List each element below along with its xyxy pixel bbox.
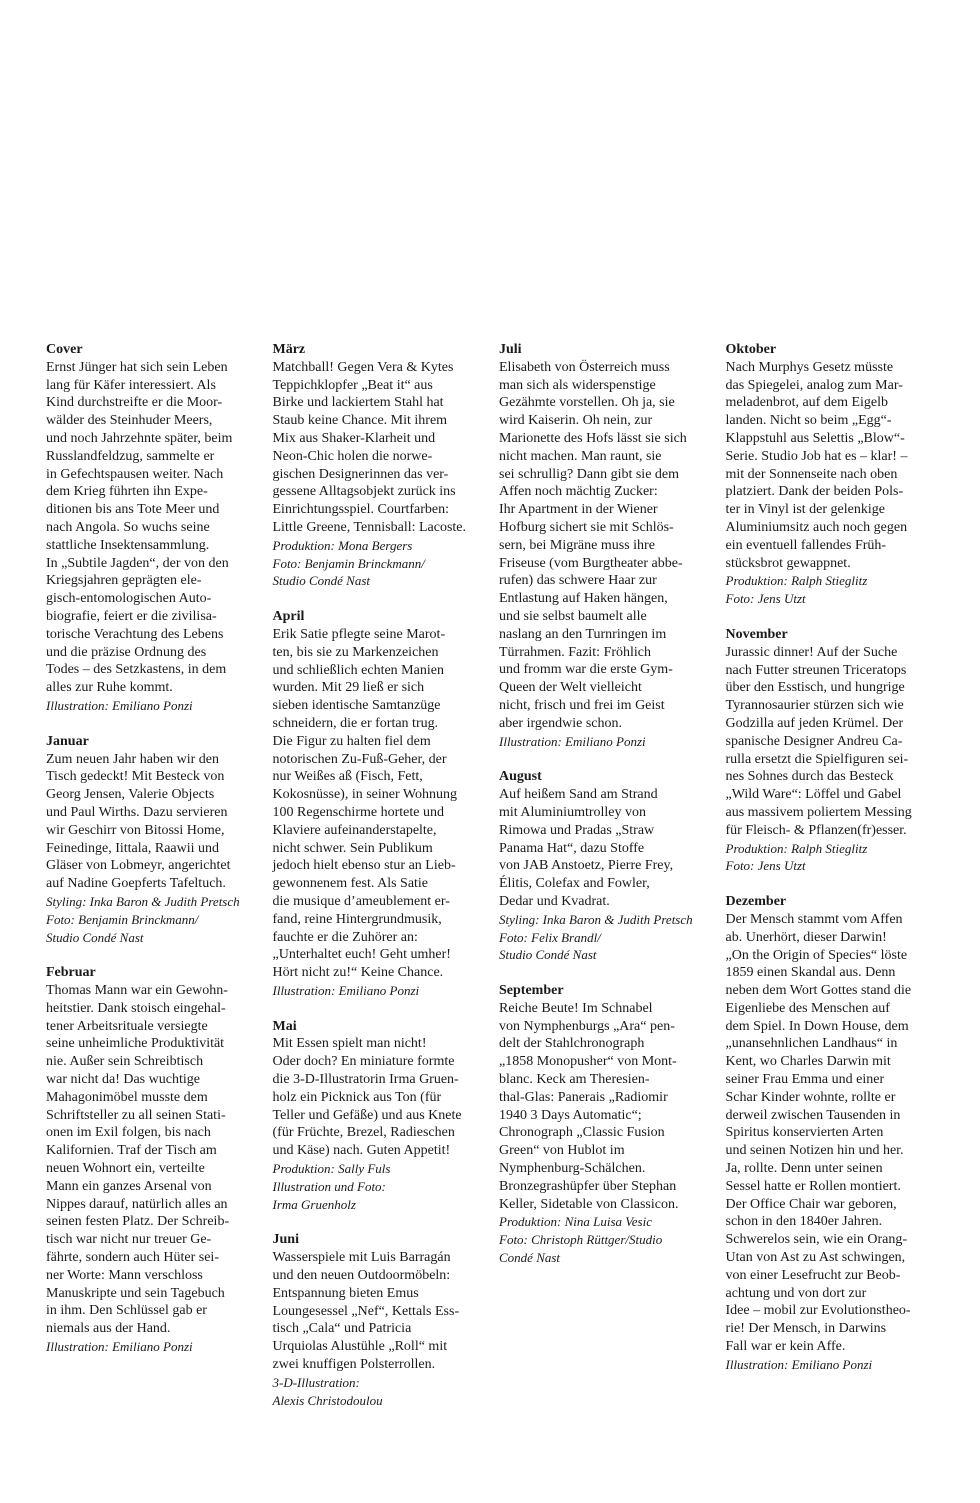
body-text-line: Bronzegrashüpfer über Stephan: [499, 1178, 677, 1194]
body-text-line: holz ein Picknick aus Ton (für: [272, 1089, 442, 1105]
credit-line: Illustration und Foto:: [272, 1178, 386, 1194]
section-heading: Juni: [272, 1232, 299, 1248]
body-text-line: heitstier. Dank stoisch eingehal-: [46, 1000, 226, 1016]
body-text-line: und Käse) nach. Guten Appetit!: [272, 1143, 451, 1159]
credit-line: Foto: Felix Brandl/: [499, 929, 601, 945]
body-text-line: wälder des Steinhuder Meers,: [46, 413, 213, 429]
credit-line: Studio Condé Nast: [46, 929, 144, 945]
credit-line: Studio Condé Nast: [499, 947, 597, 963]
section-heading: Februar: [46, 965, 96, 981]
body-text-line: nes Sohnes durch das Besteck: [725, 769, 894, 785]
body-text-line: das Spiegelei, analog zum Mar-: [725, 377, 903, 393]
body-text-line: Tyrannosaurier stürzen sich wie: [725, 698, 904, 714]
month-section: [726, 341, 938, 608]
body-text-line: Mann ein ganzes Arsenal von: [46, 1178, 212, 1194]
body-text-line: gessene Alltagsobjekt zurück ins: [272, 484, 456, 500]
body-text-line: nur Weißes aß (Fisch, Fett,: [272, 769, 423, 785]
body-text-line: spanische Designer Andreu Ca-: [725, 733, 903, 749]
body-text-line: nicht schwer. Sein Publikum: [272, 840, 433, 856]
credit-line: Produktion: Ralph Stieglitz: [725, 840, 868, 856]
body-text-line: (für Früchte, Brezel, Radieschen: [272, 1125, 455, 1141]
credit-line: Studio Condé Nast: [272, 573, 371, 589]
body-text-line: die 3-D-Illustratorin Irma Gruen-: [272, 1072, 459, 1088]
month-section: [273, 1231, 485, 1409]
body-text-line: mit Aluminiumtrolley von: [499, 804, 646, 820]
credit-line: Produktion: Mona Bergers: [272, 537, 413, 553]
body-text-line: Kind durchstreifte er die Moor-: [46, 395, 223, 411]
body-text-line: Neon-Chic holen die norwe-: [272, 448, 433, 464]
body-text-line: und sie selbst baumelt alle: [499, 608, 647, 624]
month-section: [726, 893, 938, 1374]
body-text-line: nach Angola. So wuchs seine: [46, 519, 210, 535]
body-text-line: neuen Wohnort ein, verteilte: [46, 1161, 205, 1177]
body-text-line: Der Office Chair war geboren,: [725, 1196, 897, 1212]
body-text-line: sei schrullig? Dann gibt sie dem: [499, 466, 680, 482]
body-text-line: 1859 einen Skandal aus. Denn: [725, 965, 896, 981]
body-text-line: Keller, Sidetable von Classicon.: [499, 1196, 679, 1212]
section-heading: Januar: [46, 733, 89, 749]
body-text-line: war nicht da! Das wuchtige: [46, 1072, 200, 1088]
credit-line: Foto: Benjamin Brinckmann/: [46, 911, 199, 927]
body-text-line: Utan von Ast zu Ast schwingen,: [725, 1250, 906, 1266]
body-text-line: auf Nadine Goepferts Tafeltuch.: [46, 876, 226, 892]
credit-line: Irma Gruenholz: [272, 1196, 356, 1212]
body-text-line: Ernst Jünger hat sich sein Leben: [46, 359, 228, 375]
body-text-line: aber irgendwie schon.: [499, 715, 622, 731]
body-text-line: blanc. Keck am Theresien-: [499, 1072, 650, 1088]
body-text-line: stattliche Insektensammlung.: [46, 537, 210, 553]
body-text-line: zwei knuffigen Polsterrollen.: [272, 1357, 436, 1373]
body-text-line: man sich als widerspenstige: [499, 377, 656, 393]
body-text-line: in ihm. Den Schlüssel gab er: [46, 1303, 207, 1319]
body-text-line: Dedar und Kvadrat.: [499, 893, 610, 909]
body-text-line: jedoch hielt ebenso stur an Lieb-: [272, 858, 456, 874]
section-heading: September: [499, 983, 564, 999]
body-text-line: Jurassic dinner! Auf der Suche: [725, 644, 898, 660]
body-text-line: Einrichtungsspiel. Courtfarben:: [272, 502, 450, 518]
body-text-line: Kriegsjahren geprägten ele-: [46, 573, 202, 589]
month-section: [46, 341, 258, 715]
body-text-line: Die Figur zu halten fiel dem: [272, 733, 431, 749]
credit-line: Produktion: Ralph Stieglitz: [725, 573, 868, 589]
body-text-line: Feinedinge, Iittala, Raawii und: [46, 840, 220, 856]
body-text-line: Tisch gedeckt! Mit Besteck von: [46, 769, 225, 785]
body-text-line: ditionen bis ans Tote Meer und: [46, 502, 220, 518]
month-section: [273, 1018, 485, 1214]
body-text-line: „Unterhaltet euch! Geht umher!: [272, 947, 451, 963]
body-text-line: und noch Jahrzehnte später, beim: [46, 430, 233, 446]
credit-line: Illustration: Emiliano Ponzi: [725, 1356, 873, 1372]
month-section: [499, 768, 711, 964]
body-text-line: Rimowa und Pradas „Straw: [499, 822, 655, 838]
month-section: [499, 341, 711, 750]
body-text-line: Teppichklopfer „Beat it“ aus: [272, 377, 433, 393]
body-text-line: Manuskripte und sein Tagebuch: [46, 1285, 225, 1301]
body-text-line: Little Greene, Tennisball: Lacoste.: [272, 519, 467, 535]
body-text-line: Staub keine Chance. Mit ihrem: [272, 413, 448, 429]
credit-line: Alexis Christodoulou: [272, 1392, 383, 1408]
column-1: [46, 341, 258, 1427]
credit-line: Condé Nast: [499, 1250, 561, 1266]
body-text-line: biografie, feiert er die zivilisa-: [46, 608, 217, 624]
body-text-line: alles zur Ruhe kommt.: [46, 680, 173, 696]
body-text-line: Der Mensch stammt vom Affen: [725, 911, 903, 927]
body-text-line: Gläser von Lobmeyr, angerichtet: [46, 858, 231, 874]
credit-line: Illustration: Emiliano Ponzi: [499, 733, 646, 749]
body-text-line: Marionette des Hofs lässt sie sich: [499, 430, 687, 446]
body-text-line: aus massivem poliertem Messing: [725, 804, 912, 820]
body-text-line: meladenbrot, auf dem Eigelb: [725, 395, 888, 411]
body-text-line: Godzilla auf jeden Krümel. Der: [725, 715, 904, 731]
body-text-line: Mit Essen spielt man nicht!: [272, 1036, 427, 1052]
body-text-line: die musique d’ameublement er-: [272, 893, 450, 909]
column-3: [499, 341, 711, 1427]
body-text-line: ab. Unerhört, dieser Darwin!: [725, 929, 887, 945]
body-text-line: onen im Exil folgen, bis nach: [46, 1125, 211, 1141]
column-2: [273, 341, 485, 1427]
body-text-line: wir Geschirr von Bitossi Home,: [46, 822, 225, 838]
body-text-line: nicht machen. Man raunt, sie: [499, 448, 662, 464]
month-section: [46, 733, 258, 947]
credit-line: Foto: Jens Utzt: [725, 591, 806, 607]
body-text-line: torische Verachtung des Lebens: [46, 626, 224, 642]
body-text-line: Mix aus Shaker-Klarheit und: [272, 430, 436, 446]
body-text-line: Queen der Welt vielleicht: [499, 680, 642, 696]
body-text-line: fährte, sondern auch Hüter sei-: [46, 1250, 219, 1266]
body-text-line: tisch war nicht nur treuer Ge-: [46, 1232, 212, 1248]
body-text-line: Chronograph „Classic Fusion: [499, 1125, 665, 1141]
body-text-line: neben dem Wort Gottes stand die: [725, 983, 912, 999]
body-text-line: gisch-entomologischen Auto-: [46, 591, 212, 607]
body-text-line: Nymphenburg-Schälchen.: [499, 1161, 646, 1177]
body-text-line: Birke und lackiertem Stahl hat: [272, 395, 444, 411]
credit-line: Produktion: Nina Luisa Vesic: [499, 1214, 652, 1230]
body-text-line: Hört nicht zu!“ Keine Chance.: [272, 965, 444, 981]
credit-line: 3-D-Illustration:: [272, 1374, 360, 1390]
body-text-line: Urquiolas Alustühle „Roll“ mit: [272, 1339, 448, 1355]
body-text-line: Auf heißem Sand am Strand: [499, 787, 658, 803]
body-text-line: gewonnenem fest. Als Satie: [272, 876, 429, 892]
body-text-line: Affen noch mächtig Zucker:: [499, 484, 658, 500]
body-text-line: seiner Frau Emma und einer: [725, 1072, 885, 1088]
body-text-line: derweil zwischen Tausenden in: [725, 1107, 901, 1123]
body-text-line: achtung und von dort zur: [725, 1285, 867, 1301]
month-section: [273, 608, 485, 1000]
body-text-line: Oder doch? En miniature formte: [272, 1054, 455, 1070]
body-text-line: Green“ von Hublot im: [499, 1143, 625, 1159]
body-text-line: dem Krieg führten ihn Expe-: [46, 484, 208, 500]
body-text-line: nach Futter streunen Triceratops: [725, 662, 907, 678]
body-text-line: Spiritus konservierten Arten: [725, 1125, 884, 1141]
section-heading: Mai: [272, 1018, 297, 1034]
body-text-line: In „Subtile Jagden“, der von den: [46, 555, 229, 571]
body-text-line: Elisabeth von Österreich muss: [499, 359, 670, 375]
section-heading: April: [272, 609, 305, 625]
body-text-line: Friseuse (vom Burgtheater abbe-: [499, 555, 683, 571]
body-text-line: und die präzise Ordnung des: [46, 644, 207, 660]
body-text-line: nie. Außer sein Schreibtisch: [46, 1054, 204, 1070]
body-text-line: Hofburg sichert sie mit Schlös-: [499, 519, 674, 535]
body-text-line: und den neuen Outdoormöbeln:: [272, 1268, 451, 1284]
body-text-line: „unansehnlichen Landhaus“ in: [725, 1036, 898, 1052]
body-text-line: Ja, rollte. Denn unter seinen: [725, 1161, 883, 1177]
body-text-line: Panama Hat“, dazu Stoffe: [499, 840, 645, 856]
body-text-line: tisch „Cala“ und Patricia: [272, 1321, 412, 1337]
month-section: [726, 626, 938, 875]
body-text-line: seinen festen Platz. Der Schreib-: [46, 1214, 230, 1230]
body-text-line: für Fleisch- & Pflanzen(fr)esser.: [725, 822, 907, 838]
body-text-line: sern, bei Migräne muss ihre: [499, 537, 655, 553]
body-text-line: Gezähmte vorstellen. Oh ja, sie: [499, 395, 675, 411]
body-text-line: von Nymphenburgs „Ara“ pen-: [499, 1018, 675, 1034]
column-4: [726, 341, 938, 1427]
body-text-line: Aluminiumsitz auch noch gegen: [725, 519, 908, 535]
body-text-line: fauchte er die Zuhörer an:: [272, 929, 418, 945]
body-text-line: Georg Jensen, Valerie Objects: [46, 787, 215, 803]
body-text-line: Eigenliebe des Menschen auf: [725, 1000, 890, 1016]
body-text-line: nicht, frisch und frei im Geist: [499, 697, 665, 713]
body-text-line: Nach Murphys Gesetz müsste: [725, 359, 894, 375]
body-text-line: Sessel hatte er Rollen montiert.: [725, 1178, 901, 1194]
body-text-line: lang für Käfer interessiert. Als: [46, 377, 216, 393]
body-text-line: und Paul Wirths. Dazu servieren: [46, 804, 228, 820]
body-text-line: Élitis, Colefax and Fowler,: [499, 876, 650, 892]
body-text-line: schon in den 1840er Jahren.: [725, 1214, 883, 1230]
body-text-line: über den Esstisch, und hungrige: [725, 680, 905, 696]
credit-line: Styling: Inka Baron & Judith Pretsch: [499, 911, 693, 927]
body-text-line: mit der Sonnenseite nach oben: [725, 466, 898, 482]
body-text-line: „1858 Monopusher“ von Mont-: [499, 1054, 677, 1070]
body-text-line: rulla ersetzt die Spielfiguren sei-: [725, 751, 909, 767]
body-text-line: Serie. Studio Job hat es – klar! –: [725, 448, 908, 464]
body-text-line: Kalifornien. Traf der Tisch am: [46, 1143, 217, 1159]
body-text-line: wurden. Mit 29 ließ er sich: [272, 680, 425, 696]
body-text-line: naslang an den Turnringen im: [499, 626, 667, 642]
body-text-line: „Wild Ware“: Löffel und Gabel: [725, 787, 902, 803]
body-text-line: stücksbrot gewappnet.: [725, 555, 851, 571]
body-text-line: schneidern, die er fortan trug.: [272, 715, 439, 731]
body-text-line: Idee – mobil zur Evolutionstheo-: [725, 1303, 911, 1319]
body-text-line: wird Kaiserin. Oh nein, zur: [499, 413, 653, 429]
body-text-line: Entspannung bieten Emus: [272, 1285, 419, 1301]
body-text-line: und fromm war die erste Gym-: [499, 662, 673, 678]
body-text-line: sieben identische Samtanzüge: [272, 698, 441, 714]
body-text-line: delt der Stahlchronograph: [499, 1036, 645, 1052]
body-text-line: Klaviere aufeinanderstapelte,: [272, 822, 437, 838]
body-text-line: von einer Lesefrucht zur Beob-: [725, 1267, 901, 1283]
body-text-line: und schließlich echten Manien: [272, 662, 444, 678]
body-text-line: notorischen Zu-Fuß-Geher, der: [272, 751, 447, 767]
body-text-line: ten, bis sie zu Markenzeichen: [272, 644, 439, 660]
section-heading: Oktober: [725, 342, 777, 357]
body-text-line: Reiche Beute! Im Schnabel: [499, 1000, 653, 1016]
body-text-line: Ihr Apartment in der Wiener: [499, 502, 658, 518]
body-text-line: „On the Origin of Species“ löste: [725, 947, 908, 963]
body-text-line: Türrahmen. Fazit: Fröhlich: [499, 644, 652, 660]
credit-line: Foto: Benjamin Brinckmann/: [272, 555, 425, 571]
body-text-line: gischen Designerinnen das ver-: [272, 466, 449, 482]
body-text-line: Schar Kinder wohnte, rollte er: [725, 1089, 896, 1105]
body-text-line: ter in Vinyl ist der gelenkige: [725, 502, 885, 518]
credit-line: Illustration: Emiliano Ponzi: [46, 697, 193, 713]
body-text-line: platziert. Dank der beiden Pols-: [725, 484, 904, 500]
body-text-line: in Gefechtspausen weiter. Nach: [46, 466, 224, 482]
body-text-line: 100 Regenschirme hortete und: [272, 804, 444, 820]
body-text-line: Loungesessel „Nef“, Kettals Ess-: [272, 1303, 460, 1319]
body-text-line: Teller und Gefäße) und aus Knete: [272, 1107, 462, 1123]
credit-line: Foto: Christoph Rüttger/Studio: [499, 1232, 663, 1248]
body-text-line: Schriftsteller zu all seinen Stati-: [46, 1107, 226, 1123]
body-text-line: Russlandfeldzug, sammelte er: [46, 448, 215, 464]
section-heading: Dezember: [725, 894, 787, 910]
credit-line: Illustration: Emiliano Ponzi: [272, 982, 420, 998]
body-text-line: und seinen Notizen hin und her.: [725, 1143, 904, 1159]
body-text-line: von JAB Anstoetz, Pierre Frey,: [499, 858, 674, 874]
body-text-line: Wasserspiele mit Luis Barragán: [272, 1250, 451, 1266]
month-section: [273, 341, 485, 590]
body-text-line: Kent, wo Charles Darwin mit: [725, 1054, 891, 1070]
section-heading: November: [725, 626, 788, 642]
body-text-line: thal-Glas: Panerais „Radiomir: [499, 1089, 668, 1105]
body-text-line: Entlastung auf Haken hängen,: [499, 591, 668, 607]
credit-line: Illustration: Emiliano Ponzi: [46, 1339, 193, 1355]
body-text-line: Erik Satie pflegte seine Marot-: [272, 626, 446, 642]
credit-line: Styling: Inka Baron & Judith Pretsch: [46, 893, 240, 909]
body-text-line: Todes – des Setzkastens, in dem: [46, 662, 227, 678]
month-section: [46, 964, 258, 1356]
body-text-line: rie! Der Mensch, in Darwins: [725, 1321, 887, 1337]
body-text-line: Klappstuhl aus Selettis „Blow“-: [725, 430, 905, 446]
body-text-line: landen. Nicht so beim „Egg“-: [725, 413, 892, 429]
body-text-line: ein eventuell fallendes Früh-: [725, 537, 887, 553]
month-section: [499, 982, 711, 1267]
body-text-line: rufen) das schwere Haar zur: [499, 573, 657, 589]
body-text-line: Thomas Mann war ein Gewohn-: [46, 983, 228, 999]
section-heading: März: [272, 342, 306, 357]
body-text-line: 1940 3 Days Automatic“;: [499, 1107, 642, 1123]
body-text-line: ner Worte: Mann verschloss: [46, 1267, 203, 1283]
body-text-line: dem Spiel. In Down House, dem: [725, 1018, 909, 1034]
credit-line: Foto: Jens Utzt: [725, 858, 806, 874]
body-text-line: Matchball! Gegen Vera & Kytes: [272, 359, 454, 375]
body-text-line: Nippes darauf, natürlich alles an: [46, 1196, 228, 1212]
body-text-line: tener Arbeitsrituale versiegte: [46, 1018, 208, 1034]
section-heading: August: [499, 769, 542, 785]
body-text-line: niemals aus der Hand.: [46, 1321, 171, 1337]
credit-line: Produktion: Sally Fuls: [272, 1161, 391, 1177]
section-heading: Cover: [46, 342, 83, 357]
body-text-line: Mahagonimöbel musste dem: [46, 1089, 208, 1105]
body-text-line: Zum neuen Jahr haben wir den: [46, 751, 219, 767]
text-columns: [46, 341, 946, 1427]
body-text-line: Kokosnüsse), in seiner Wohnung: [272, 787, 457, 803]
body-text-line: Fall war er kein Affe.: [725, 1339, 846, 1355]
body-text-line: seine unheimliche Produktivität: [46, 1036, 225, 1052]
body-text-line: fand, reine Hintergrundmusik,: [272, 911, 442, 927]
section-heading: Juli: [499, 342, 522, 357]
body-text-line: Schwerelos sein, wie ein Orang-: [725, 1232, 908, 1248]
